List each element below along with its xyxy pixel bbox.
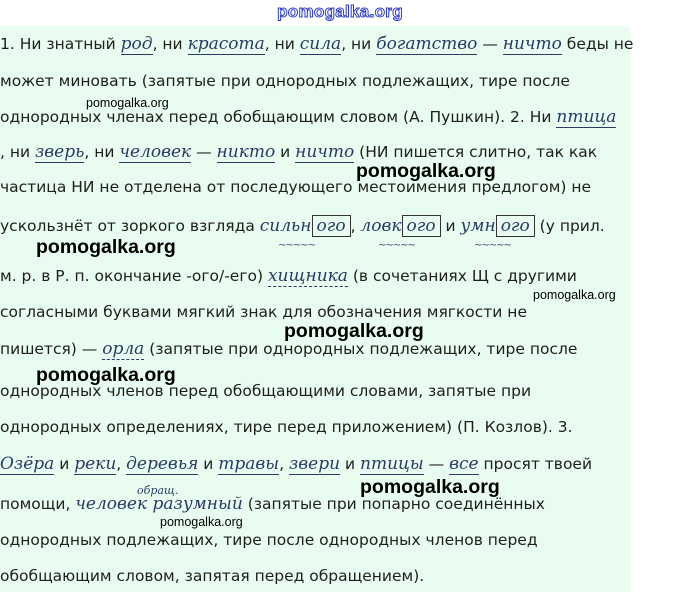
site-header [0,0,680,26]
subject-word: травы [218,454,280,474]
watermark: pomogalka.org [533,288,616,302]
text-line-2: может миновать (запятые при однородных подлежащих, тире после [0,72,570,90]
subject-word: деревья [126,454,199,474]
text-line-5: частица НИ не отделена от последующего местоимения предлогом) не [0,178,592,196]
text-line-8: согласными буквами мягкий знак для обозначения мягкости не [0,303,527,321]
text-line-14: однородных подлежащих, тире после однородных членов перед [0,531,538,549]
subject-word: богатство [376,34,478,54]
text-line-4: , ни зверь, ни человек — никто и ничто (НИ пишется слитно, так как [0,142,598,162]
subject-word: красота [187,34,265,54]
text-line-7: м. р. в Р. п. окончание -ого/-его) хищника (в сочетаниях Щ с другими [0,266,577,286]
object-word: орла [102,339,145,359]
text-line-10: однородных членов перед обобщающими словами, запятые при [0,382,532,400]
solution-text [0,26,634,592]
site-logo[interactable]: pomogalka.org [277,2,403,21]
ending-box: ого [402,215,441,237]
subject-word: ничто [295,142,355,162]
subject-word: звери [289,454,341,474]
wavy-underline: ~~~~~ [278,240,315,251]
subject-word: зверь [35,142,85,162]
text-line-9: пишется) — орла (запятые при однородных подлежащих, тире после [0,339,578,359]
text-line-12: Озёра и реки, деревья и травы, звери и птицы — все просят твоей [0,454,593,474]
subject-word: птицы [360,454,424,474]
ending-box: ого [312,215,351,237]
watermark: pomogalka.org [86,96,169,110]
address-annotation: обращ. [137,484,179,497]
text-line-13: помощи, человек разумный (запятые при попарно соединённых [0,494,545,514]
adjective-stem: сильн [259,216,312,236]
text-line-11: однородных определениях, тире перед приложением) (П. Козлов). 3. [0,418,573,436]
subject-word: все [449,454,479,474]
subject-word: человек [119,142,192,162]
subject-word: род [120,34,153,54]
subject-word: реки [74,454,117,474]
adjective-stem: ловк [360,216,402,236]
subject-word: Озёра [0,454,55,474]
subject-word: ничто [502,34,562,54]
subject-word: никто [216,142,276,162]
address-phrase: человек разумный [75,494,243,514]
subject-word: сила [299,34,342,54]
wavy-underline: ~~~~~ [474,240,511,251]
watermark: pomogalka.org [160,515,243,529]
watermark: pomogalka.org [284,320,424,342]
text-line-6: ускользнёт от зоркого взгляда сильн ого , ловк ого и умн ого (у прил. [0,216,605,236]
wavy-underline: ~~~~~ [378,240,415,251]
object-word: хищника [267,266,348,286]
adjective-stem: умн [460,216,496,236]
text-line-3: однородных членах перед обобщающим словом (А. Пушкин). 2. Ни птица [0,107,617,127]
watermark: pomogalka.org [360,476,500,498]
text-line-15: обобщающим словом, запятая перед обращением). [0,567,425,585]
subject-word: птица [556,107,617,127]
watermark: pomogalka.org [36,236,176,258]
watermark: pomogalka.org [36,364,176,386]
ending-box: ого [496,215,535,237]
watermark: pomogalka.org [356,160,496,182]
text-line-1: 1. Ни знатный род, ни красота, ни сила, ни богатство — ничто беды не [0,34,634,54]
